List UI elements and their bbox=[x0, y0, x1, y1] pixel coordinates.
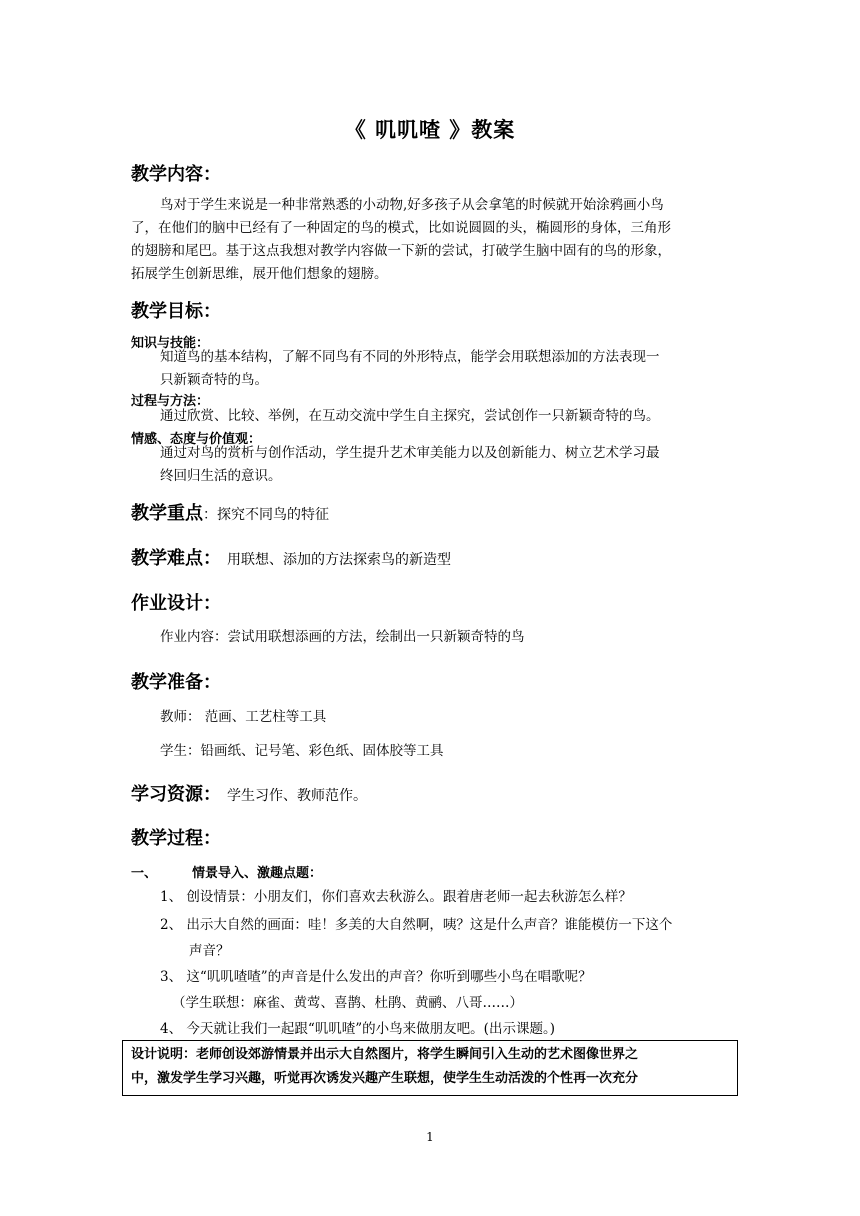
section-heading-key-point bbox=[131, 499, 329, 525]
design-note-box bbox=[122, 1040, 738, 1096]
goals-knowledge-line-2: 只新颖奇特的鸟。 bbox=[160, 372, 268, 388]
section-heading-process: 教学过程： bbox=[131, 828, 221, 849]
content-line-2: 了，在他们的脑中已经有了一种固定的鸟的模式，比如说圆圆的头，椭圆形的身体，三角形 bbox=[131, 220, 671, 236]
difficulty-text: 用联想、添加的方法探索鸟的新造型 bbox=[227, 552, 451, 568]
page-number: 1 bbox=[426, 1130, 434, 1144]
goals-knowledge-line-1: 知道鸟的基本结构，了解不同鸟有不同的外形特点，能学会用联想添加的方法表现一 bbox=[160, 349, 660, 365]
process-item-4: 4、 今天就让我们一起跟“叽叽喳”的小鸟来做朋友吧。(出示课题。) bbox=[160, 1021, 555, 1037]
section-heading-difficulty bbox=[131, 544, 451, 570]
goals-emotion-label: 情感、态度与价值观： bbox=[131, 432, 262, 447]
content-line-1: 鸟对于学生来说是一种非常熟悉的小动物,好多孩子从会拿笔的时候就开始涂鸦画小鸟 bbox=[160, 197, 664, 213]
section-heading-goals: 教学目标： bbox=[131, 301, 221, 322]
goals-emotion-line-1: 通过对鸟的赏析与创作活动，学生提升艺术审美能力以及创新能力、树立艺术学习最 bbox=[160, 445, 660, 461]
resources-heading: 学习资源： bbox=[131, 784, 221, 805]
section-heading-resources bbox=[131, 780, 367, 806]
process-item-3: 3、 这“叽叽喳喳”的声音是什么发出的声音？你听到哪些小鸟在唱歌呢？ bbox=[160, 969, 592, 985]
resources-text: 学生习作、教师范作。 bbox=[227, 788, 367, 804]
preparation-teacher: 教师： 范画、工艺柱等工具 bbox=[160, 709, 327, 725]
process-item-2: 2、 出示大自然的画面：哇！多美的大自然啊，咦？这是什么声音？谁能模仿一下这个 bbox=[160, 917, 673, 933]
process-item-2-cont: 声音？ bbox=[189, 943, 230, 959]
section-heading-preparation: 教学准备： bbox=[131, 672, 221, 693]
process-section-number: 一、 bbox=[131, 866, 158, 881]
goals-knowledge-label: 知识与技能： bbox=[131, 336, 210, 351]
key-point-text: ：探究不同鸟的特征 bbox=[203, 507, 329, 523]
homework-text: 作业内容：尝试用联想添画的方法，绘制出一只新颖奇特的鸟 bbox=[160, 629, 525, 645]
design-note-line-2: 中，激发学生学习兴趣，听觉再次诱发兴趣产生联想，使学生生动活泼的个性再一次充分 bbox=[131, 1071, 639, 1086]
process-item-3-note: （学生联想：麻雀、黄莺、喜鹊、杜鹃、黄鹂、八哥……） bbox=[172, 995, 523, 1011]
section-heading-content: 教学内容： bbox=[131, 164, 221, 185]
document-title: 《 叽叽喳 》教案 bbox=[344, 117, 516, 142]
design-note-line-1: 设计说明：老师创设郊游情景并出示大自然图片，将学生瞬间引入生动的艺术图像世界之 bbox=[131, 1047, 639, 1062]
section-heading-homework: 作业设计： bbox=[131, 593, 221, 614]
content-line-3: 的翅膀和尾巴。基于这点我想对教学内容做一下新的尝试，打破学生脑中固有的鸟的形象， bbox=[131, 243, 671, 259]
goals-process-line-1: 通过欣赏、比较、举例，在互动交流中学生自主探究，尝试创作一只新颖奇特的鸟。 bbox=[160, 408, 660, 424]
key-point-heading: 教学重点 bbox=[131, 503, 203, 524]
goals-emotion-line-2: 终回归生活的意识。 bbox=[160, 468, 282, 484]
preparation-student: 学生：铅画纸、记号笔、彩色纸、固体胶等工具 bbox=[160, 743, 444, 759]
goals-process-label: 过程与方法： bbox=[131, 394, 210, 409]
process-item-1: 1、 创设情景：小朋友们，你们喜欢去秋游么。跟着唐老师一起去秋游怎么样？ bbox=[160, 889, 632, 905]
difficulty-heading: 教学难点： bbox=[131, 548, 221, 569]
content-line-4: 拓展学生创新思维，展开他们想象的翅膀。 bbox=[131, 266, 388, 282]
process-section-title: 情景导入、激趣点题： bbox=[192, 866, 323, 881]
